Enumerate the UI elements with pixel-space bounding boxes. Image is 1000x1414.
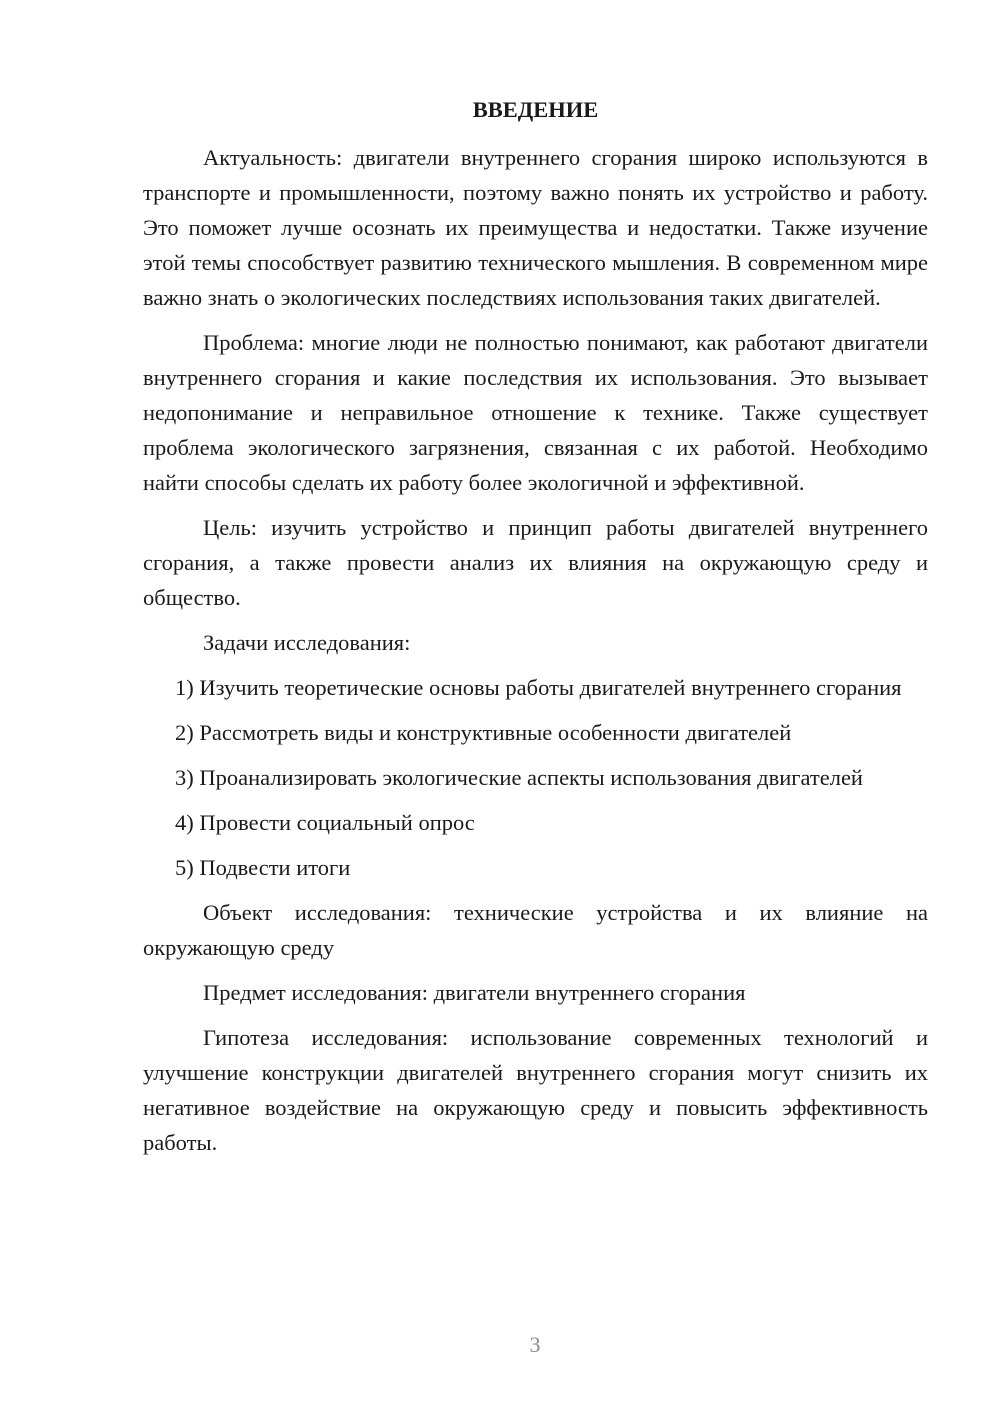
paragraph-relevance: Актуальность: двигатели внутреннего сгорания широко используются в транспорте и промышленности, поэтому важно понять их устройство и работу. Это поможет лучше осознать их преимущества и недостатки. Также изучение этой темы способствует развитию технического мышления. В современном мире важно знать о экологических последствиях использования таких двигателей. <box>143 145 928 310</box>
task-item-1: 1) Изучить теоретические основы работы двигателей внутреннего сгорания <box>175 675 902 700</box>
paragraph-problem: Проблема: многие люди не полностью понимают, как работают двигатели внутреннего сгорания и какие последствия их использования. Это вызывает недопонимание и неправильное отношение к технике. Также существует проблема экологического загрязнения, связанная с их работой. Необходимо найти способы сделать их работу более экологичной и эффективной. <box>143 330 928 495</box>
paragraph-hypothesis: Гипотеза исследования: использование современных технологий и улучшение конструкции двигателей внутреннего сгорания могут снизить их негативное воздействие на окружающую среду и повысить эффективность работы. <box>143 1025 928 1155</box>
task-item-5: 5) Подвести итоги <box>175 855 351 880</box>
page-title: ВВЕДЕНИЕ <box>472 97 599 122</box>
paragraph-subject: Предмет исследования: двигатели внутреннего сгорания <box>203 980 746 1005</box>
document-page <box>143 90 928 1170</box>
page-number: 3 <box>529 1332 541 1357</box>
task-item-2: 2) Рассмотреть виды и конструктивные особенности двигателей <box>175 720 792 745</box>
task-item-3: 3) Проанализировать экологические аспекты использования двигателей <box>175 765 863 790</box>
paragraph-object: Объект исследования: технические устройства и их влияние на окружающую среду <box>143 900 928 960</box>
paragraph-tasks-heading: Задачи исследования: <box>203 630 411 655</box>
paragraph-goal: Цель: изучить устройство и принцип работы двигателей внутреннего сгорания, а также провести анализ их влияния на окружающую среду и общество. <box>143 515 928 610</box>
task-item-4: 4) Провести социальный опрос <box>175 810 475 835</box>
